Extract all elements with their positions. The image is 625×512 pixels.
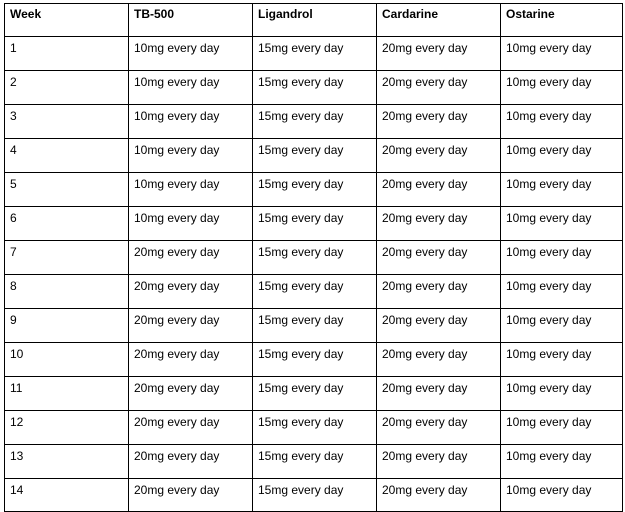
ligandrol-cell: 15mg every day	[253, 207, 377, 241]
table-row	[5, 71, 623, 105]
dosage-schedule-table-container	[4, 3, 623, 512]
tb-500-cell: 20mg every day	[129, 411, 253, 445]
week-cell: 4	[5, 139, 129, 173]
ligandrol-cell: 15mg every day	[253, 71, 377, 105]
week-cell: 11	[5, 377, 129, 411]
cardarine-cell: 20mg every day	[377, 71, 501, 105]
cardarine-cell: 20mg every day	[377, 411, 501, 445]
ostarine-cell: 10mg every day	[501, 411, 623, 445]
ostarine-cell: 10mg every day	[501, 173, 623, 207]
table-body	[5, 37, 623, 512]
cardarine-cell: 20mg every day	[377, 377, 501, 411]
week-cell: 6	[5, 207, 129, 241]
cardarine-cell: 20mg every day	[377, 241, 501, 275]
table-row	[5, 343, 623, 377]
ostarine-cell: 10mg every day	[501, 105, 623, 139]
header-ligandrol: Ligandrol	[253, 4, 377, 37]
table-header	[5, 4, 623, 37]
table-row	[5, 377, 623, 411]
ligandrol-cell: 15mg every day	[253, 445, 377, 479]
ostarine-cell: 10mg every day	[501, 139, 623, 173]
header-cardarine: Cardarine	[377, 4, 501, 37]
week-cell: 5	[5, 173, 129, 207]
table-row	[5, 105, 623, 139]
ostarine-cell: 10mg every day	[501, 445, 623, 479]
week-cell: 7	[5, 241, 129, 275]
ligandrol-cell: 15mg every day	[253, 139, 377, 173]
ostarine-cell: 10mg every day	[501, 71, 623, 105]
ligandrol-cell: 15mg every day	[253, 37, 377, 71]
week-cell: 2	[5, 71, 129, 105]
tb-500-cell: 10mg every day	[129, 139, 253, 173]
ostarine-cell: 10mg every day	[501, 309, 623, 343]
ligandrol-cell: 15mg every day	[253, 343, 377, 377]
table-row	[5, 207, 623, 241]
tb-500-cell: 20mg every day	[129, 241, 253, 275]
cardarine-cell: 20mg every day	[377, 445, 501, 479]
week-cell: 3	[5, 105, 129, 139]
dosage-schedule-table	[4, 3, 623, 512]
ligandrol-cell: 15mg every day	[253, 411, 377, 445]
tb-500-cell: 10mg every day	[129, 207, 253, 241]
ligandrol-cell: 15mg every day	[253, 309, 377, 343]
tb-500-cell: 10mg every day	[129, 37, 253, 71]
table-row	[5, 37, 623, 71]
header-ostarine: Ostarine	[501, 4, 623, 37]
cardarine-cell: 20mg every day	[377, 207, 501, 241]
week-cell: 8	[5, 275, 129, 309]
ostarine-cell: 10mg every day	[501, 241, 623, 275]
week-cell: 1	[5, 37, 129, 71]
table-row	[5, 173, 623, 207]
cardarine-cell: 20mg every day	[377, 343, 501, 377]
week-cell: 14	[5, 479, 129, 512]
tb-500-cell: 10mg every day	[129, 71, 253, 105]
cardarine-cell: 20mg every day	[377, 139, 501, 173]
table-row	[5, 445, 623, 479]
ligandrol-cell: 15mg every day	[253, 275, 377, 309]
cardarine-cell: 20mg every day	[377, 309, 501, 343]
week-cell: 13	[5, 445, 129, 479]
week-cell: 10	[5, 343, 129, 377]
table-row	[5, 275, 623, 309]
tb-500-cell: 20mg every day	[129, 275, 253, 309]
ligandrol-cell: 15mg every day	[253, 173, 377, 207]
ligandrol-cell: 15mg every day	[253, 241, 377, 275]
ligandrol-cell: 15mg every day	[253, 479, 377, 512]
ostarine-cell: 10mg every day	[501, 275, 623, 309]
header-row	[5, 4, 623, 37]
cardarine-cell: 20mg every day	[377, 37, 501, 71]
tb-500-cell: 10mg every day	[129, 105, 253, 139]
tb-500-cell: 20mg every day	[129, 377, 253, 411]
tb-500-cell: 20mg every day	[129, 479, 253, 512]
cardarine-cell: 20mg every day	[377, 479, 501, 512]
ostarine-cell: 10mg every day	[501, 479, 623, 512]
tb-500-cell: 20mg every day	[129, 445, 253, 479]
cardarine-cell: 20mg every day	[377, 105, 501, 139]
ostarine-cell: 10mg every day	[501, 207, 623, 241]
cardarine-cell: 20mg every day	[377, 275, 501, 309]
table-row	[5, 241, 623, 275]
header-tb-500: TB-500	[129, 4, 253, 37]
tb-500-cell: 20mg every day	[129, 343, 253, 377]
ostarine-cell: 10mg every day	[501, 343, 623, 377]
table-row	[5, 309, 623, 343]
tb-500-cell: 10mg every day	[129, 173, 253, 207]
table-row	[5, 139, 623, 173]
cardarine-cell: 20mg every day	[377, 173, 501, 207]
ostarine-cell: 10mg every day	[501, 37, 623, 71]
week-cell: 9	[5, 309, 129, 343]
tb-500-cell: 20mg every day	[129, 309, 253, 343]
header-week: Week	[5, 4, 129, 37]
week-cell: 12	[5, 411, 129, 445]
table-row	[5, 411, 623, 445]
ligandrol-cell: 15mg every day	[253, 377, 377, 411]
ostarine-cell: 10mg every day	[501, 377, 623, 411]
ligandrol-cell: 15mg every day	[253, 105, 377, 139]
